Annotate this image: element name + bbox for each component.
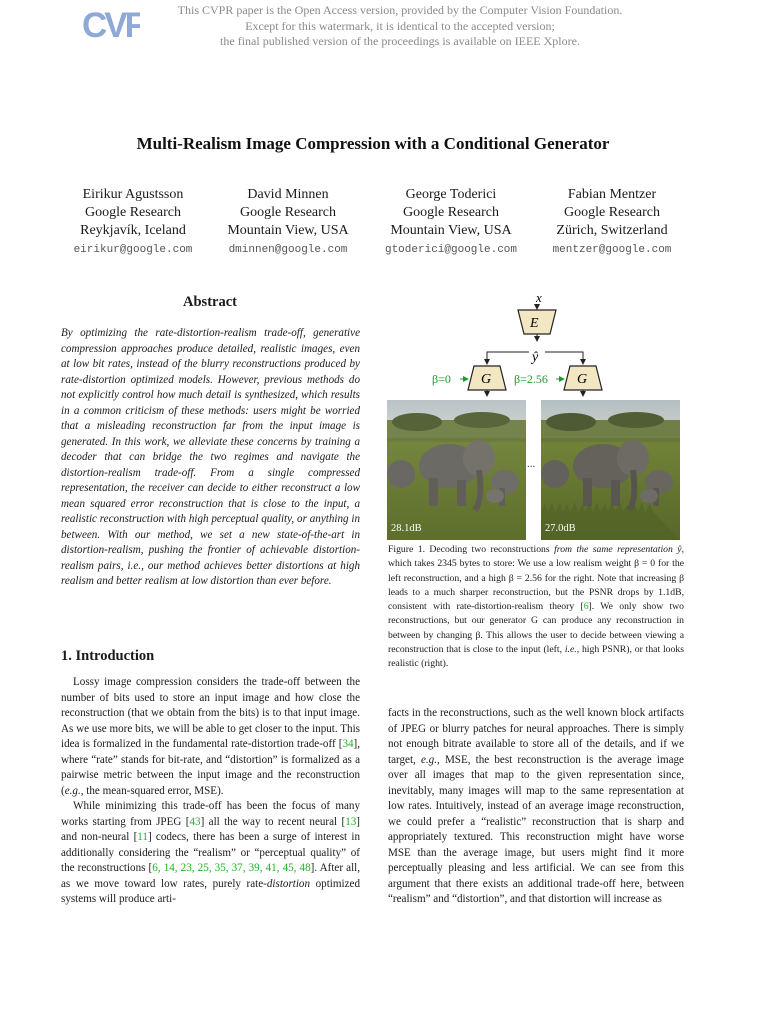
cvf-logo [82,4,140,44]
watermark-line-2: Except for this watermark, it is identical to the accepted version; [245,18,555,33]
beta-left-label: β=0 [432,372,451,386]
svg-text:G: G [577,372,588,387]
author-affiliation: Google Research [563,205,661,220]
author-email[interactable]: mentzer@google.com [552,244,672,256]
beta-right-label: β=2.56 [514,372,548,386]
citation-link[interactable]: 43 [189,815,201,828]
input-x-label: x [536,290,542,305]
paragraph: facts in the reconstructions, such as the well known block artifacts of JPEG or blurry patches for neural approaches. There is simply not enough bitrate available to store all of the details, and if we target, e.g., MSE, the best reconstruction is the average image over all images that map to the given representation since, inevitably, many images will map to the same representation at low rates. Intuitively, instead of an average image reconstruction, we could prefer a “realistic” reconstruction that is sharp and appropriately textured. This reconstruction might have worse MSE than the average image, but users might find it more perceptually pleasing and less artificial. We can see from this argument that there exists an additional trade-off here, between “realism” and “distortion”, and that distortion will increase as [388,707,684,905]
citation-link[interactable]: 6 [583,601,589,613]
author-name: Eirikur Agustsson [82,187,184,202]
svg-text:E: E [530,316,539,331]
watermark [160,3,640,50]
figure-diagram [420,288,660,400]
encoder-box [518,310,556,334]
watermark-line-1: This CVPR paper is the Open Access version, provided by the Computer Vision Foundation. [177,3,623,17]
author-email[interactable]: dminnen@google.com [228,244,348,256]
reconstruction-image-right [541,400,680,540]
psnr-label-left: 28.1dB [391,523,422,534]
intro-left-column [61,675,360,908]
author-location: Mountain View, USA [390,223,512,238]
author-block [210,186,366,259]
svg-text:G: G [481,372,492,387]
figure-caption: Figure 1. Decoding two reconstructions from the same representation ŷ, which takes 2345 bytes to store: We use a low realism weight β = 0 for the left reconstruction, and a high β = 2.56 for the right. Note that increasing β leads to a much sharper reconstruction, but the PSNR drops by 1.1dB, consistent with rate-distortion-realism theory [6]. We only show two reconstructions, but our generator G can produce any reconstruction in between by changing β. This allows the user to decide between viewing a reconstruction that is close to the input (left, i.e., high PSNR), or that looks realistic (right). [388,544,684,670]
citation-link[interactable]: 34 [342,738,354,750]
paragraph: Lossy image compression considers the trade-off between the number of bits used to store an input image and how close the reconstruction (that we obtain from the bits) is to that input image. As we use more bits, we will be able to get closer to the input. This idea is formalized in the fundamental rate-distortion trade-off [34], where “rate” stands for bit-rate, and “distortion” is formalized as a pairwise metric between the input image and the reconstruction (e.g., the mean-squared error, MSE). [61,676,360,797]
author-affiliation: Google Research [402,205,500,220]
author-name: David Minnen [247,187,329,202]
author-name: George Toderici [405,187,497,202]
citation-link[interactable]: 13 [345,815,357,828]
abstract-heading: Abstract [183,294,237,310]
author-block [376,186,526,259]
svg-text:CVF: CVF [82,6,140,44]
author-email[interactable]: gtoderici@google.com [384,244,518,256]
ellipsis: ... [527,458,536,470]
abstract-text: By optimizing the rate-distortion-realism trade-off, generative compression approaches produce detailed, realistic images, even at low bit rates, instead of the blurry reconstructions produced by rate-distortion optimized models. However, previous methods do not explicitly control how much detail is synthesized, which results in a common criticism of these methods: users might be worried that a misleading reconstruction far from the input image is generated. In this work, we alleviate these concerns by training a decoder that can bridge the two regimes and navigate the distortion-realism trade-off. From a single compressed representation, the receiver can decide to either reconstruct a low mean squared error reconstruction that is close to the input, a realistic reconstruction with high perceptual quality, or anything in between. With our method, we set a new state-of-the-art in distortion-realism, pushing the frontier of achievable distortion-realism pairs, i.e., our method achieves better distortions at high realism and better realism at low distortion than ever before. [61,327,360,587]
author-block [537,186,687,259]
citation-link[interactable]: 6, 14, 23, 25, 35, 37, 39, 41, 45, 48 [152,862,311,874]
reconstruction-image-left [387,400,526,540]
paragraph: While minimizing this trade-off has been the focus of many works starting from JPEG [43] all the way to recent neural [13] and non-neural [11] codecs, there has been a surge of interest in additionally considering the “realism” or “perceptual quality” of the reconstructions [6, 14, 23, 25, 35, 37, 39, 41, 45, 48]. After all, as we move toward low rates, purely rate-distortion optimized systems will produce arti- [61,800,361,905]
author-location: Zürich, Switzerland [556,223,668,238]
citation-link[interactable]: 11 [137,831,148,843]
latent-yhat-label: ŷ [532,350,539,365]
author-affiliation: Google Research [84,205,182,220]
psnr-label-right: 27.0dB [545,523,576,534]
generator-box-right [564,366,602,390]
author-block [58,186,208,259]
author-email[interactable]: eirikur@google.com [73,244,193,256]
watermark-line-3: the final published version of the proceedings is available on IEEE Xplore. [220,34,580,48]
author-location: Reykjavík, Iceland [80,223,186,238]
author-affiliation: Google Research [239,205,337,220]
paper-title: Multi-Realism Image Compression with a Conditional Generator [136,134,610,153]
generator-box-left [468,366,506,390]
author-location: Mountain View, USA [227,223,349,238]
author-name: Fabian Mentzer [567,187,657,202]
section-heading-introduction: 1. Introduction [61,648,155,664]
intro-right-column [388,706,684,908]
